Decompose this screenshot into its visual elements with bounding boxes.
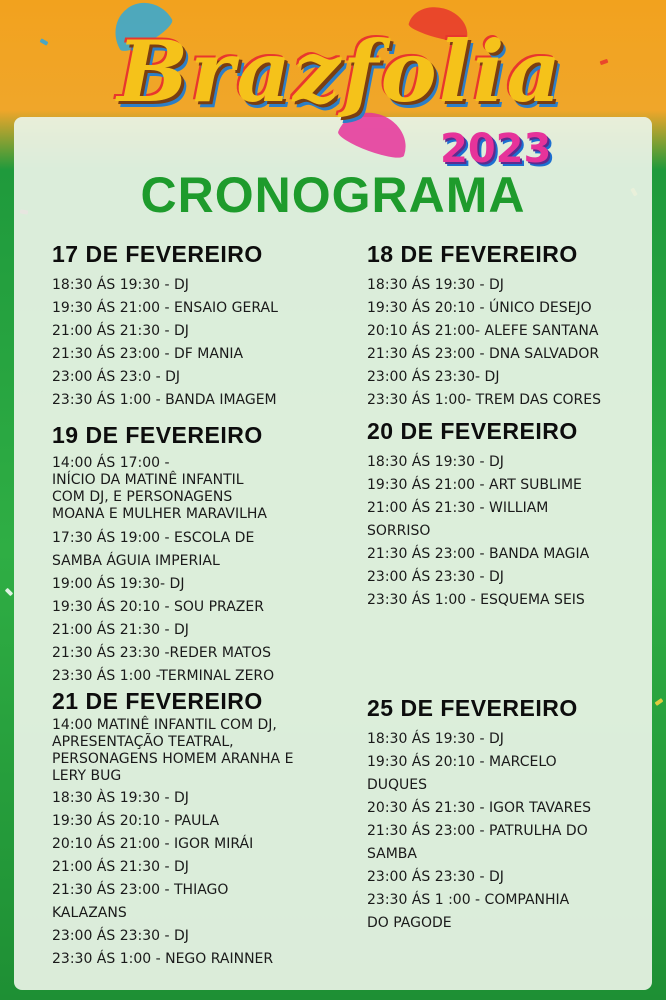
schedule-entry: 21:30 ÁS 23:00 - THIAGO — [52, 882, 229, 898]
schedule-entry: 17:30 ÁS 19:00 - ESCOLA DE — [52, 530, 255, 546]
schedule-entry: 23:00 ÁS 23:30- DJ — [367, 369, 500, 385]
schedule-entry: DUQUES — [367, 777, 428, 793]
day-heading: 18 DE FEVEREIRO — [367, 241, 578, 267]
schedule-entry: 23:30 ÁS 1 :00 - COMPANHIA — [367, 892, 570, 908]
schedule-intro-line: 14:00 MATINÊ INFANTIL COM DJ, — [52, 717, 277, 733]
schedule-entry: 21:30 ÁS 23:00 - BANDA MAGIA — [367, 546, 590, 562]
day-20-feb — [367, 418, 666, 612]
schedule-entry: 21:30 ÁS 23:30 -REDER MATOS — [52, 645, 271, 661]
schedule-intro-line: 14:00 ÁS 17:00 - — [52, 455, 170, 471]
day-19-feb — [52, 422, 352, 688]
day-18-feb — [367, 241, 666, 412]
day-heading: 20 DE FEVEREIRO — [367, 418, 578, 444]
day-17-feb — [52, 241, 352, 412]
confetti — [5, 588, 13, 596]
schedule-entry: 23:30 ÁS 1:00 - NEGO RAINNER — [52, 951, 274, 967]
schedule-entry: SAMBA — [367, 846, 417, 862]
schedule-entry: 23:30 ÁS 1:00- TREM DAS CORES — [367, 392, 602, 408]
day-heading: 17 DE FEVEREIRO — [52, 241, 263, 267]
schedule-intro-line: APRESENTAÇÃO TEATRAL, — [52, 734, 234, 750]
schedule-entry: 23:00 ÁS 23:30 - DJ — [367, 569, 504, 585]
schedule-entry: 23:30 ÁS 1:00 - BANDA IMAGEM — [52, 392, 277, 408]
schedule-entry: 23:00 ÁS 23:30 - DJ — [52, 928, 189, 944]
schedule-entry: 21:00 ÁS 21:30 - DJ — [52, 859, 189, 875]
schedule-entry: 19:30 ÁS 21:00 - ART SUBLIME — [367, 477, 582, 493]
schedule-entry: 18:30 ÀS 19:30 - DJ — [52, 790, 189, 806]
schedule-entry: 23:00 ÁS 23:30 - DJ — [367, 869, 504, 885]
brazfolia-logo — [100, 14, 580, 174]
schedule-entry: 21:30 ÁS 23:00 - DNA SALVADOR — [367, 346, 600, 362]
schedule-entry: 21:00 ÁS 21:30 - WILLIAM — [367, 500, 549, 516]
schedule-entry: 20:10 ÁS 21:00- ALEFE SANTANA — [367, 323, 599, 339]
schedule-entry: DO PAGODE — [367, 915, 452, 931]
schedule-entry: 18:30 ÁS 19:30 - DJ — [367, 454, 504, 470]
schedule-entry: 21:00 ÁS 21:30 - DJ — [52, 323, 189, 339]
page-title: CRONOGRAMA — [140, 167, 526, 223]
confetti — [40, 38, 49, 45]
schedule-entry: SORRISO — [367, 523, 431, 539]
schedule-entry: 23:00 ÁS 23:0 - DJ — [52, 369, 181, 385]
logo-year: 2023 — [440, 126, 552, 172]
schedule-entry: 20:30 ÁS 21:30 - IGOR TAVARES — [367, 800, 592, 816]
confetti — [600, 59, 609, 65]
day-heading: 25 DE FEVEREIRO — [367, 695, 578, 721]
schedule-entry: 19:30 ÁS 20:10 - ÚNICO DESEJO — [367, 300, 592, 316]
schedule-entry: 21:00 ÁS 21:30 - DJ — [52, 622, 189, 638]
logo-wordmark: Brazfolia — [117, 22, 563, 121]
schedule-entry: 19:30 ÁS 21:00 - ENSAIO GERAL — [52, 300, 278, 316]
schedule-intro-line: LERY BUG — [52, 768, 122, 784]
schedule-entry: 21:30 ÁS 23:00 - PATRULHA DO — [367, 823, 588, 839]
schedule-entry: 19:00 ÁS 19:30- DJ — [52, 576, 185, 592]
schedule-entry: 18:30 ÁS 19:30 - DJ — [367, 731, 504, 747]
schedule-intro-line: PERSONAGENS HOMEM ARANHA E — [52, 751, 294, 767]
schedule-entry: 23:30 ÁS 1:00 - ESQUEMA SEIS — [367, 592, 585, 608]
schedule-entry: 18:30 ÁS 19:30 - DJ — [367, 277, 504, 293]
schedule-entry: 20:10 ÁS 21:00 - IGOR MIRÁI — [52, 836, 254, 852]
day-25-feb — [367, 695, 666, 935]
schedule-entry: KALAZANS — [52, 905, 127, 921]
schedule-entry: 19:30 ÁS 20:10 - MARCELO — [367, 754, 557, 770]
schedule-entry: 19:30 ÁS 20:10 - PAULA — [52, 813, 220, 829]
schedule-entry: 19:30 ÁS 20:10 - SOU PRAZER — [52, 599, 264, 615]
schedule-intro-line: COM DJ, E PERSONAGENS — [52, 489, 233, 505]
day-21-feb — [52, 688, 352, 971]
schedule-entry: 23:30 ÁS 1:00 -TERMINAL ZERO — [52, 668, 275, 684]
day-heading: 21 DE FEVEREIRO — [52, 688, 263, 714]
schedule-entry: 21:30 ÁS 23:00 - DF MANIA — [52, 346, 244, 362]
schedule-entry: 18:30 ÁS 19:30 - DJ — [52, 277, 189, 293]
schedule-entry: SAMBA ÁGUIA IMPERIAL — [52, 553, 220, 569]
schedule-intro-line: MOANA E MULHER MARAVILHA — [52, 506, 268, 522]
schedule-intro-line: INÍCIO DA MATINÊ INFANTIL — [52, 472, 244, 488]
day-heading: 19 DE FEVEREIRO — [52, 422, 263, 448]
